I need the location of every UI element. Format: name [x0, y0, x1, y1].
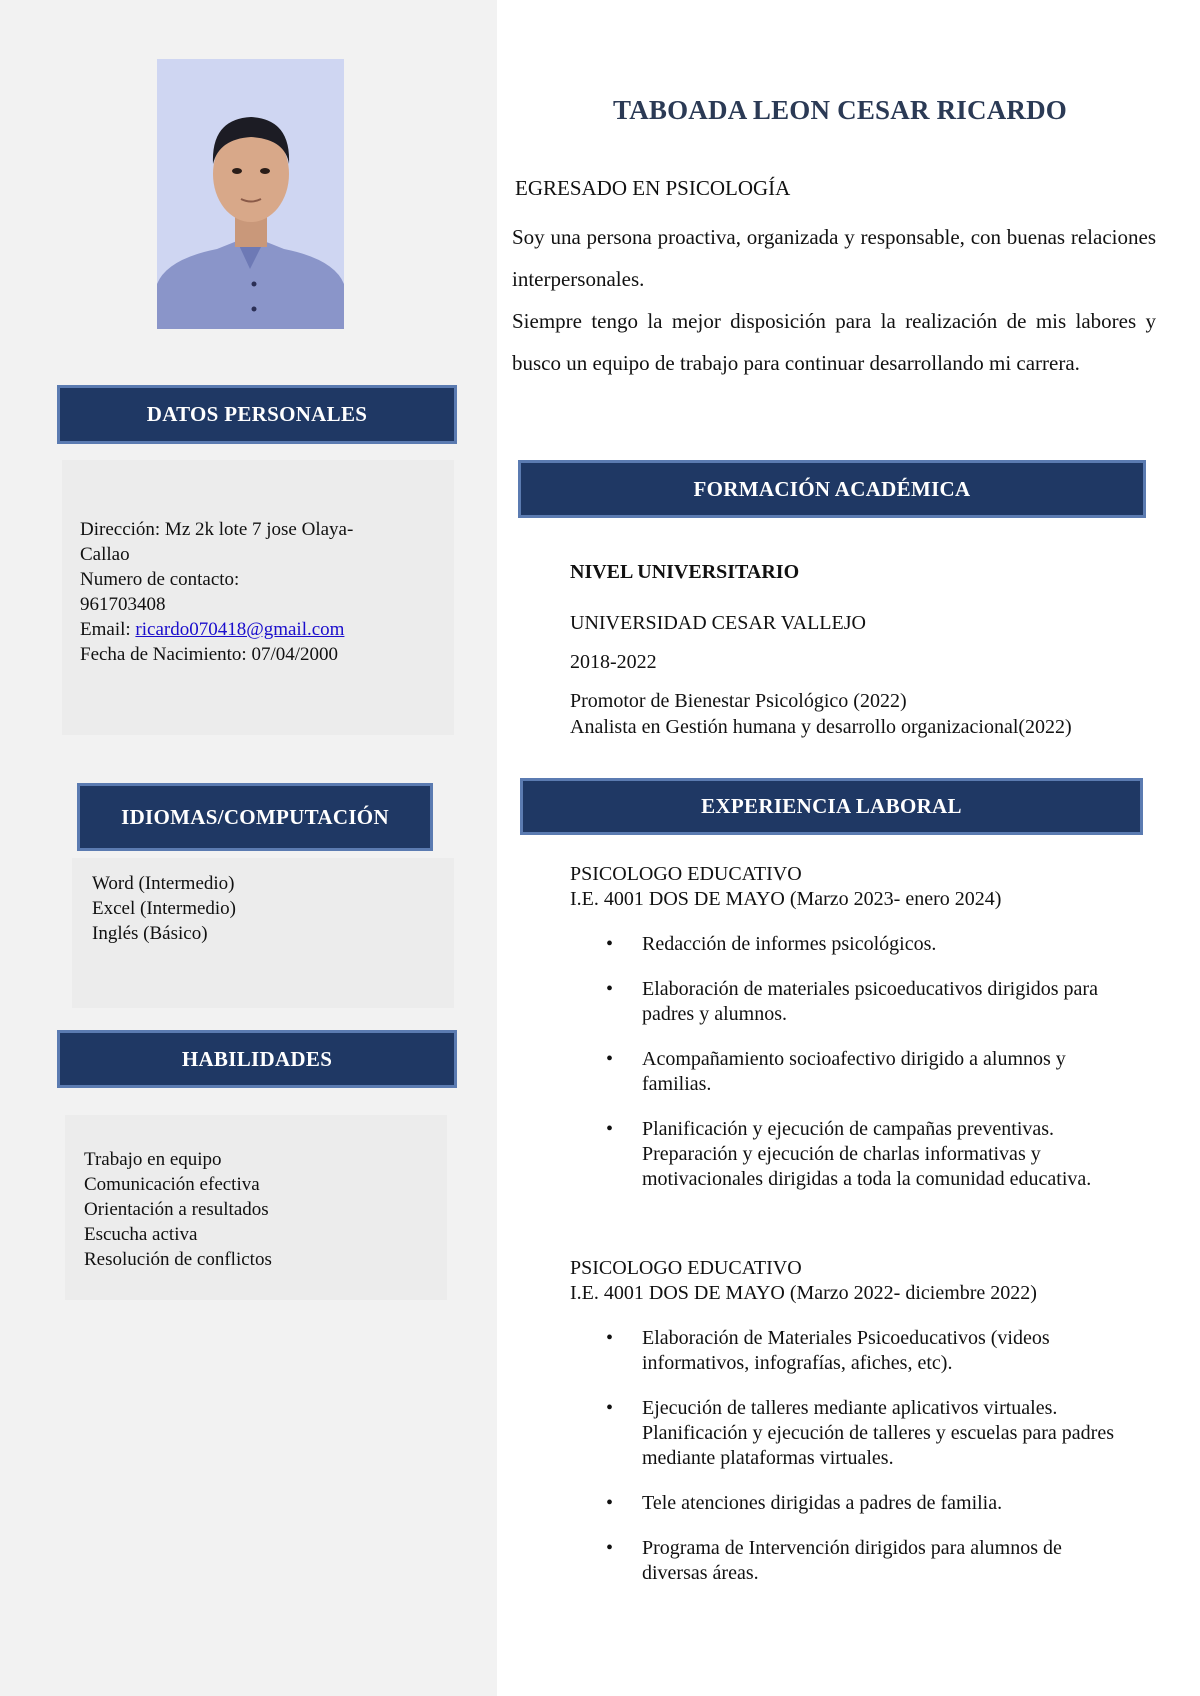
languages-list — [92, 871, 236, 946]
list-item: • Elaboración de materiales psicoeducativos dirigidos para padres y alumnos. — [570, 977, 1130, 1027]
section-header-label: EXPERIENCIA LABORAL — [701, 794, 962, 818]
list-item: • Redacción de informes psicológicos. — [570, 932, 1130, 957]
section-header-datos-personales — [57, 385, 457, 444]
section-header-label: HABILIDADES — [181, 1046, 333, 1071]
personal-data — [80, 517, 450, 667]
job-entry — [570, 1256, 1130, 1606]
address-line: Callao — [80, 544, 130, 565]
email-label: Email: — [80, 619, 136, 640]
list-item: • Planificación y ejecución de campañas preventivas. Preparación y ejecución de charlas informativas y motivacionales dirigidas a toda la comunidad educativa. — [570, 1117, 1130, 1192]
list-item: Trabajo en equipo — [84, 1149, 222, 1170]
birth-date: Fecha de Nacimiento: 07/04/2000 — [80, 644, 339, 665]
left-sidebar — [0, 0, 497, 1696]
education-level: NIVEL UNIVERSITARIO — [570, 561, 800, 583]
email-row — [80, 617, 450, 642]
section-header-idiomas — [77, 783, 433, 851]
list-item: Orientación a resultados — [84, 1199, 269, 1220]
job-bullets — [570, 1326, 1130, 1586]
section-header-formacion — [518, 460, 1146, 518]
profile-summary — [512, 216, 1156, 384]
profile-photo — [157, 59, 344, 329]
list-item: Resolución de conflictos — [84, 1249, 272, 1270]
job-title: PSICOLOGO EDUCATIVO — [570, 1257, 802, 1279]
education-roles — [570, 688, 1072, 740]
list-item: • Elaboración de Materiales Psicoeducativos (videos informativos, infografías, afiches, etc). — [570, 1326, 1130, 1376]
list-item: • Acompañamiento socioafectivo dirigido a alumnos y familias. — [570, 1047, 1130, 1097]
profile-title: EGRESADO EN PSICOLOGÍA — [515, 176, 791, 200]
list-item: Excel (Intermedio) — [92, 898, 237, 919]
list-item: • Ejecución de talleres mediante aplicativos virtuales. Planificación y ejecución de talleres y escuelas para padres mediante plataformas virtuales. — [570, 1396, 1130, 1471]
skills-list — [84, 1147, 272, 1272]
phone-label: Numero de contacto: — [80, 569, 240, 590]
list-item: Escucha activa — [84, 1224, 198, 1245]
phone-value: 961703408 — [80, 594, 166, 615]
list-item: • Tele atenciones dirigidas a padres de familia. — [570, 1491, 1130, 1516]
profile-paragraph: Soy una persona proactiva, organizada y responsable, con buenas relaciones interpersonales. — [512, 225, 1156, 291]
job-bullets — [570, 932, 1130, 1192]
education-role: Promotor de Bienestar Psicológico (2022) — [570, 690, 907, 712]
education-years: 2018-2022 — [570, 651, 657, 673]
list-item: Inglés (Básico) — [92, 923, 208, 944]
section-header-habilidades — [57, 1030, 457, 1088]
section-header-label: DATOS PERSONALES — [146, 402, 368, 426]
person-photo-icon — [157, 59, 344, 329]
job-title: PSICOLOGO EDUCATIVO — [570, 863, 802, 885]
section-header-label: FORMACIÓN ACADÉMICA — [693, 476, 971, 501]
list-item: Comunicación efectiva — [84, 1174, 260, 1195]
address-line: Dirección: Mz 2k lote 7 jose Olaya- — [80, 519, 354, 540]
job-entry — [570, 862, 1130, 1212]
job-place: I.E. 4001 DOS DE MAYO (Marzo 2022- diciembre 2022) — [570, 1282, 1037, 1304]
list-item: Word (Intermedio) — [92, 873, 235, 894]
section-header-experiencia — [520, 778, 1143, 835]
education-role: Analista en Gestión humana y desarrollo organizacional(2022) — [570, 716, 1072, 738]
profile-paragraph: Siempre tengo la mejor disposición para la realización de mis labores y busco un equipo de trabajo para continuar desarrollando mi carrera. — [512, 309, 1156, 375]
list-item: • Programa de Intervención dirigidos para alumnos de diversas áreas. — [570, 1536, 1130, 1586]
candidate-name: TABOADA LEON CESAR RICARDO — [612, 95, 1067, 125]
education-university: UNIVERSIDAD CESAR VALLEJO — [570, 612, 866, 634]
email-link[interactable]: ricardo070418@gmail.com — [135, 619, 345, 640]
section-header-label: IDIOMAS/COMPUTACIÓN — [121, 804, 389, 829]
job-place: I.E. 4001 DOS DE MAYO (Marzo 2023- enero 2024) — [570, 888, 1002, 910]
